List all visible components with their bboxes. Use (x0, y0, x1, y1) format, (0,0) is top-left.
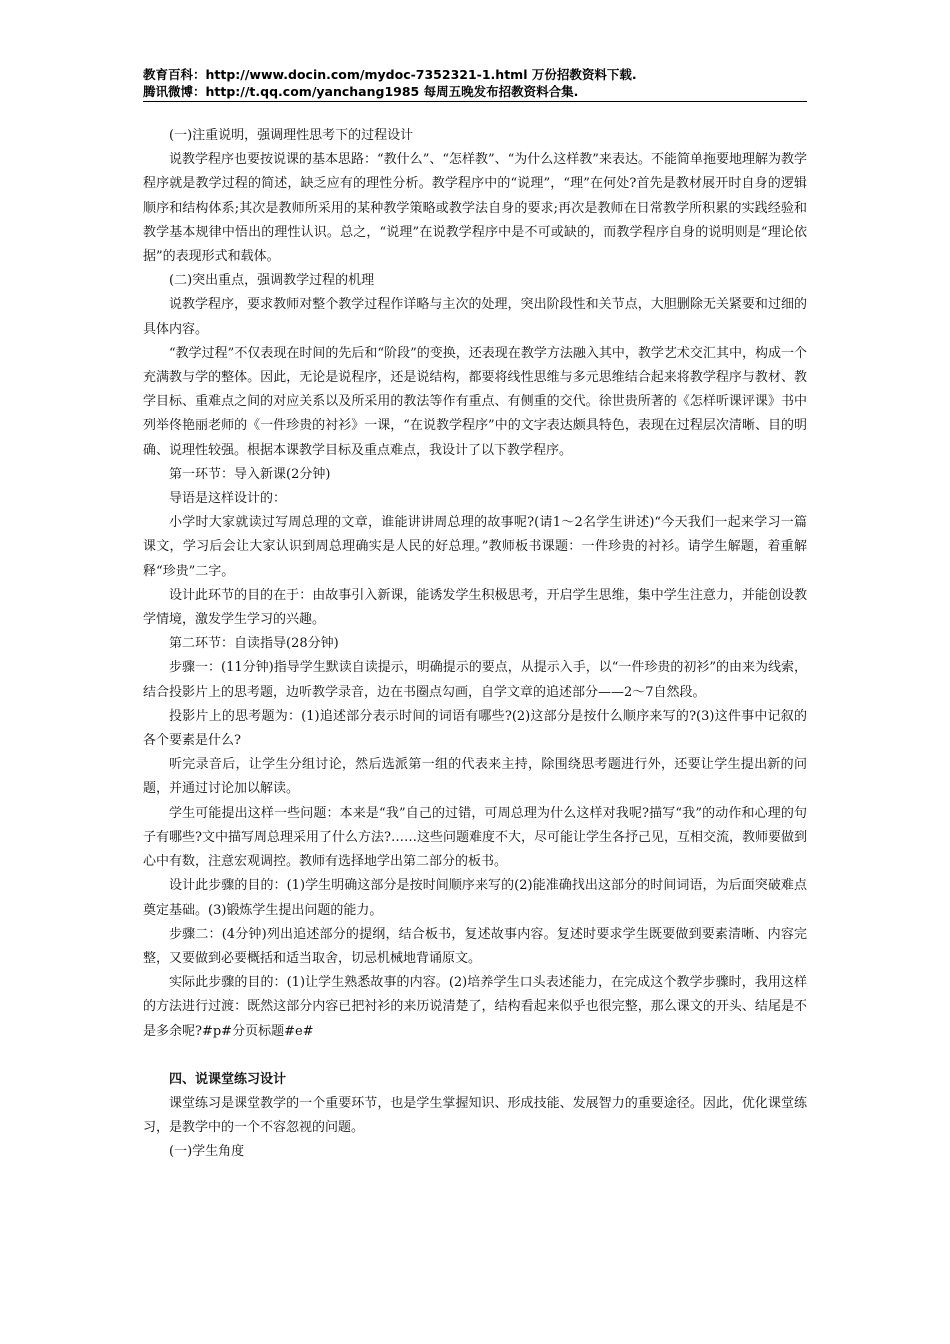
section-four-heading: 四、说课堂练习设计 (169, 1071, 287, 1087)
paragraph: 投影片上的思考题为：(1)追述部分表示时间的词语有哪些?(2)这部分是按什么顺序来写的?(3)这件事中记叙的各个要素是什么? (143, 708, 807, 749)
header-line-weibo: 腾讯微博：http://t.qq.com/yanchang1985 每周五晚发布招教资料合集. (143, 84, 579, 99)
paragraph: 步骤一：(11分钟)指导学生默读自读提示，明确提示的要点，从提示入手，以“一件珍贵的初衫”的由来为线索，结合投影片上的思考题，边听教学录音，边在书圈点勾画，自学文章的追述部分——2～7自然段。 (143, 660, 807, 700)
paragraph: 小学时大家就读过写周总理的文章，谁能讲讲周总理的故事呢?(请1～2名学生讲述)“今天我们一起来学习一篇课文，学习后会让大家认识到周总理确实是人民的好总理。”教师板书课题：一件珍贵的衬衫。请学生解题，着重解释“珍贵”二字。 (143, 515, 807, 579)
paragraph: 设计此步骤的目的：(1)学生明确这部分是按时间顺序来写的(2)能准确找出这部分的时间词语，为后面突破难点奠定基础。(3)锻炼学生提出问题的能力。 (143, 878, 807, 918)
stage-two-title: 第二环节：自读指导(28分钟) (169, 636, 339, 652)
header-line-docin: 教育百科：http://www.docin.com/mydoc-7352321-1.html 万份招教资料下载. (143, 67, 637, 82)
paragraph: 设计此环节的目的在于：由故事引入新课，能诱发学生积极思考，开启学生思维，集中学生注意力，并能创设教学情境，激发学生学习的兴趣。 (143, 587, 807, 628)
paragraph: 听完录音后，让学生分组讨论，然后选派第一组的代表来主持，除围绕思考题进行外，还要让学生提出新的问题，并通过讨论加以解读。 (143, 757, 807, 797)
paragraph: 导语是这样设计的： (169, 491, 287, 507)
paragraph: 说教学程序也要按说课的基本思路：“教什么”、“怎样教”、“为什么这样教”来表达。不能简单拖要地理解为教学程序就是教学过程的简述，缺乏应有的理性分析。教学程序中的“说理”，“理”在何处?首先是教材展开时自身的逻辑顺序和结构体系;其次是教师所采用的某种教学策略或教学法自身的要求;再次是教师在日常教学所积累的实践经验和教学基本规律中悟出的理性认识。总之，“说理”在说教学程序中是不可或缺的，而教学程序自身的说明则是“理论依据”的表现形式和载体。 (143, 152, 807, 265)
page-header (143, 66, 805, 100)
stage-one-title: 第一环节：导入新课(2分钟) (169, 466, 331, 482)
document-body (143, 124, 807, 1165)
paragraph: 说教学程序，要求教师对整个教学过程作详略与主次的处理，突出阶段性和关节点，大胆删除无关紧要和过细的具体内容。 (143, 297, 807, 337)
paragraph: “教学过程”不仅表现在时间的先后和“阶段”的变换，还表现在教学方法融入其中，教学艺术交汇其中，构成一个充满教与学的整体。因此，无论是说程序，还是说结构，都要将线性思维与多元思维结合起来将教学程序与教材、教学目标、重难点之间的对应关系以及所采用的教法等作有重点、有侧重的交代。徐世贵所著的《怎样听课评课》书中列举佟艳丽老师的《一件珍贵的衬衫》一课，“在说教学程序”中的文字表达颇具特色，表现在过程层次清晰、目的明确、说理性较强。根据本课教学目标及重点难点，我设计了以下教学程序。 (143, 345, 807, 458)
header-rule (143, 101, 807, 102)
paragraph: 课堂练习是课堂教学的一个重要环节，也是学生掌握知识、形成技能、发展智力的重要途径。因此，优化课堂练习，是教学中的一个不容忽视的问题。 (143, 1095, 807, 1136)
paragraph: 学生可能提出这样一些问题：本来是“我”自己的过错，可周总理为什么这样对我呢?描写“我”的动作和心理的句子有哪些?文中描写周总理采用了什么方法?……这些问题难度不大，尽可能让学生各抒己见，互相交流，教师要做到心中有数，注意宏观调控。教师有选择地学出第二部分的板书。 (143, 805, 807, 870)
subheading-key-points: (二)突出重点，强调教学过程的机理 (169, 273, 375, 289)
paragraph: 步骤二：(4分钟)列出追述部分的提纲，结合板书，复述故事内容。复述时要求学生既要做到要素清晰、内容完整，又要做到必要概括和适当取舍，切忌机械地背诵原文。 (143, 926, 807, 966)
subheading-student-perspective: (一)学生角度 (169, 1144, 245, 1160)
subheading-process-design: (一)注重说明，强调理性思考下的过程设计 (169, 128, 414, 143)
paragraph: 实际此步骤的目的：(1)让学生熟悉故事的内容。(2)培养学生口头表述能力，在完成这个教学步骤时，我用这样的方法进行过渡：既然这部分内容已把衬衫的来历说清楚了，结构看起来似乎也很完整，那么课文的开头、结尾是不是多余呢?#p#分页标题#e# (143, 975, 807, 1039)
